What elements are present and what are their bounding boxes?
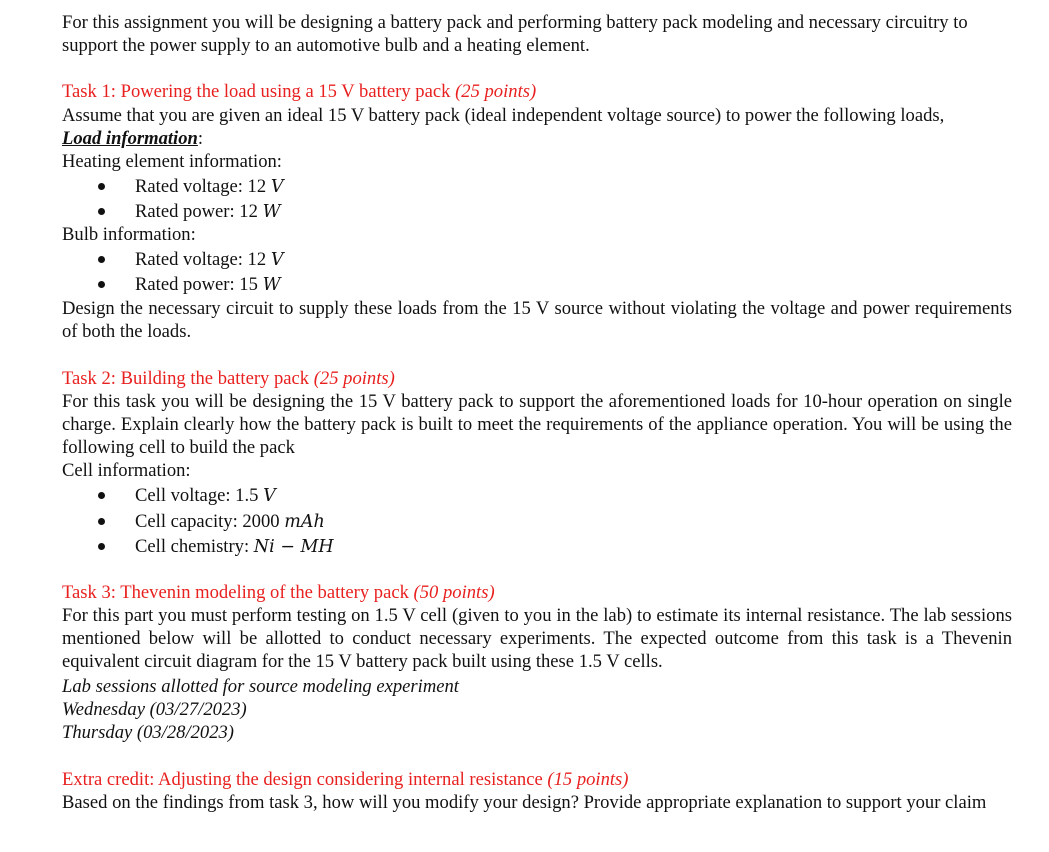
bullet-icon <box>98 175 108 198</box>
bullet-icon <box>98 248 108 271</box>
task1-points: (25 points) <box>455 81 537 102</box>
lab-session-thursday: Thursday (03/28/2023) <box>62 722 234 743</box>
bulb-rated-voltage: Rated voltage: 12 V <box>135 249 284 270</box>
bulb-info-label: Bulb information: <box>62 224 196 245</box>
extra-heading <box>62 768 1012 791</box>
task3-title: Task 3: Thevenin modeling of the battery pack <box>62 582 409 603</box>
bullet-icon <box>98 200 108 223</box>
cell-voltage: Cell voltage: 1.5 V <box>135 485 276 506</box>
task1-design: Design the necessary circuit to supply these loads from the 15 V source without violating the voltage and power requirements of both the loads. <box>62 298 1012 343</box>
task1-title: Task 1: Powering the load using a 15 V battery pack <box>62 81 451 102</box>
extra-title: Extra credit: Adjusting the design considering internal resistance <box>62 769 543 790</box>
task2-heading <box>62 367 1012 390</box>
bulb-rated-power: Rated power: 15 W <box>135 274 281 295</box>
heating-rated-power: Rated power: 12 W <box>135 201 281 222</box>
task3-heading <box>62 581 1012 604</box>
bullet-icon <box>98 484 108 507</box>
task2-body: For this task you will be designing the 15 V battery pack to support the aforementioned loads for 10-hour operation on single charge. Explain clearly how the battery pack is built to meet the requirements of the appliance operation. You will be using the following cell to build the pack <box>62 391 1012 459</box>
bullet-icon <box>98 535 108 558</box>
cell-capacity: Cell capacity: 2000 mAh <box>135 511 325 532</box>
bullet-icon <box>98 273 108 296</box>
task3-points: (50 points) <box>413 582 495 603</box>
task2-title: Task 2: Building the battery pack <box>62 368 310 389</box>
heating-rated-voltage: Rated voltage: 12 V <box>135 176 284 197</box>
task1-heading <box>62 80 1012 103</box>
task3-body: For this part you must perform testing on 1.5 V cell (given to you in the lab) to estimate its internal resistance. The lab sessions mentioned below will be allotted to conduct necessary experiments. The expected outcome from this task is a Thevenin equivalent circuit diagram for the 15 V battery pack built using these 1.5 V cells. <box>62 605 1012 673</box>
lab-sessions-label: Lab sessions allotted for source modeling experiment <box>62 676 459 697</box>
extra-points: (15 points) <box>547 769 629 790</box>
bullet-icon <box>98 510 108 533</box>
cell-info-label: Cell information: <box>62 460 191 481</box>
task2-points: (25 points) <box>313 368 395 389</box>
extra-body: Based on the findings from task 3, how will you modify your design? Provide appropriate explanation to support your claim <box>62 792 987 813</box>
intro-paragraph: For this assignment you will be designing a battery pack and performing battery pack modeling and necessary circuitry to support the power supply to an automotive bulb and a heating element. <box>62 12 968 57</box>
cell-chemistry: Cell chemistry: Ni − MH <box>135 536 334 557</box>
load-info-label: Load information: <box>62 128 204 149</box>
task1-body: Assume that you are given an ideal 15 V battery pack (ideal independent voltage source) to power the following loads, <box>62 105 945 126</box>
lab-session-wednesday: Wednesday (03/27/2023) <box>62 699 247 720</box>
heating-info-label: Heating element information: <box>62 151 282 172</box>
